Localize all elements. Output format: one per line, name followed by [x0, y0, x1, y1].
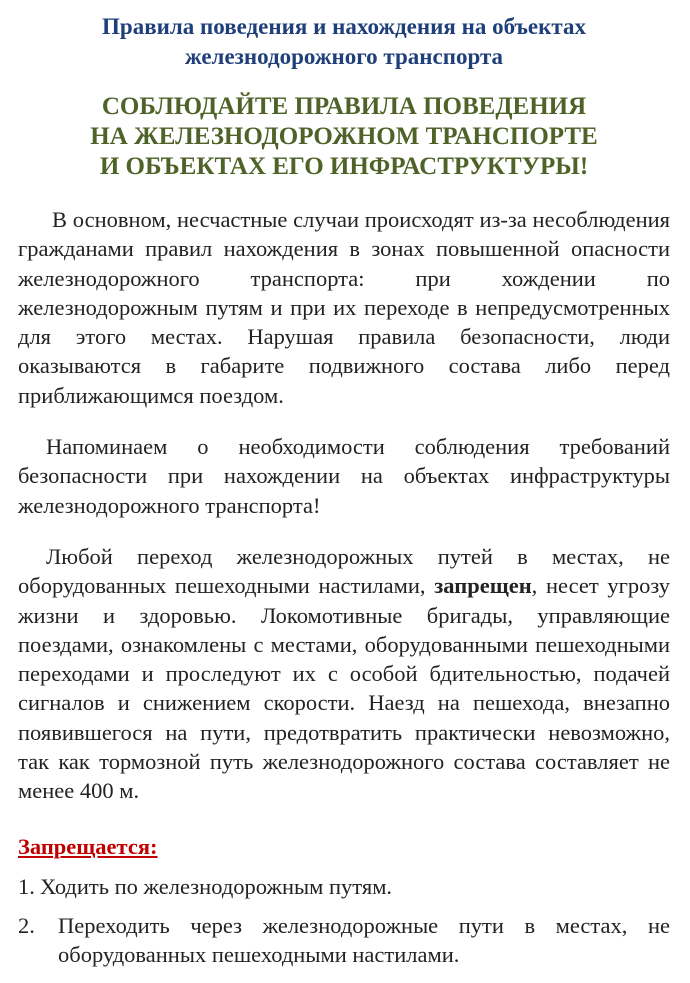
- safety-headline: [18, 92, 670, 182]
- document-page: [18, 0, 670, 980]
- list-item-number: 1.: [18, 873, 35, 899]
- document-title-line-1: Правила поведения и нахождения на объектах: [102, 14, 586, 39]
- document-title: [18, 12, 670, 72]
- forbidden-list-item: [18, 911, 670, 970]
- paragraph-accident-causes: В основном, несчастные случаи происходят из-за несоблюдения гражданами правил нахождения в зонах повышенной опасности железнодорожного транспорта: при хождении по железнодорожным путям и при их переходе в непредусмотренных для этого местах. Нарушая правила безопасности, люди оказываются в габарите подвижного состава либо перед приближающимся поездом.: [18, 207, 670, 408]
- forbidden-list-item: [18, 872, 670, 901]
- paragraph-crossing-warning: [18, 542, 670, 806]
- forbidden-heading: Запрещается:: [18, 833, 158, 859]
- safety-headline-line-3: И ОБЪЕКТАХ ЕГО ИНФРАСТРУКТУРЫ!: [99, 153, 589, 180]
- forbidden-emphasis: запрещен: [434, 573, 532, 599]
- list-item-text: Переходить через железнодорожные пути в местах, не оборудованных пешеходными настилами.: [58, 912, 670, 968]
- list-item-number: 2.: [18, 912, 35, 938]
- safety-headline-line-2: НА ЖЕЛЕЗНОДОРОЖНОМ ТРАНСПОРТЕ: [90, 123, 598, 150]
- safety-headline-line-1: СОБЛЮДАЙТЕ ПРАВИЛА ПОВЕДЕНИЯ: [101, 93, 587, 120]
- document-title-line-2: железнодорожного транспорта: [184, 44, 504, 69]
- list-item-text: Ходить по железнодорожным путям.: [40, 873, 393, 899]
- crossing-warning-text-end: , несет угрозу жизни и здоровью. Локомотивные бригады, управляющие поездами, ознакомлены с местами, оборудованными пешеходными переходами и проследуют их с особой бдительностью, подачей сигналов и снижением скорости. Наезд на пешехода, внезапно появившегося на пути, предотвратить практически невозможно, так как тормозной путь железнодорожного состава составляет не менее 400 м.: [18, 573, 671, 804]
- crossing-warning-text-start: Любой переход железнодорожных путей в местах, не оборудованных пешеходными настилами,: [18, 543, 670, 599]
- forbidden-list: [18, 872, 670, 970]
- paragraph-reminder: Напоминаем о необходимости соблюдения требований безопасности при нахождении на объектах инфраструктуры железнодорожного транспорта!: [18, 434, 670, 518]
